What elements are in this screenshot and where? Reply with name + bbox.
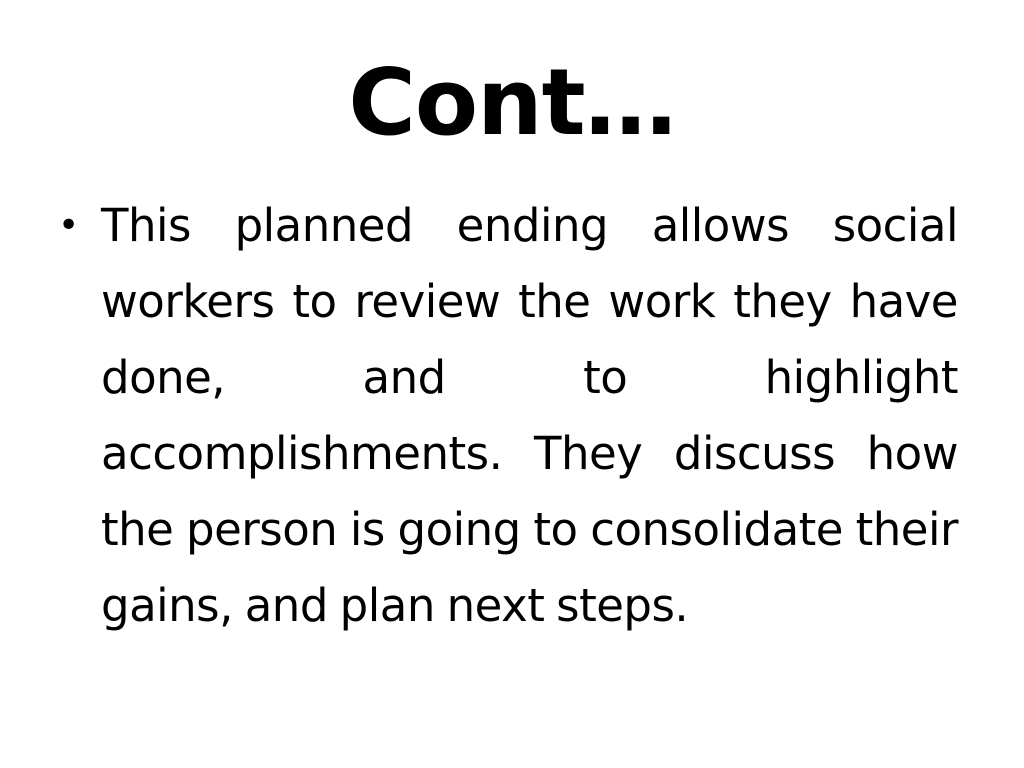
bullet-text: This planned ending allows social workers to review the work they have done, and to highlight accomplishments. They discuss how the person is going to consolidate their gains, and plan next steps. [101, 199, 958, 632]
bullet-marker: • [58, 205, 80, 246]
bullet-list [58, 188, 958, 644]
bullet-item [58, 188, 958, 644]
slide-title: Cont… [348, 49, 676, 156]
